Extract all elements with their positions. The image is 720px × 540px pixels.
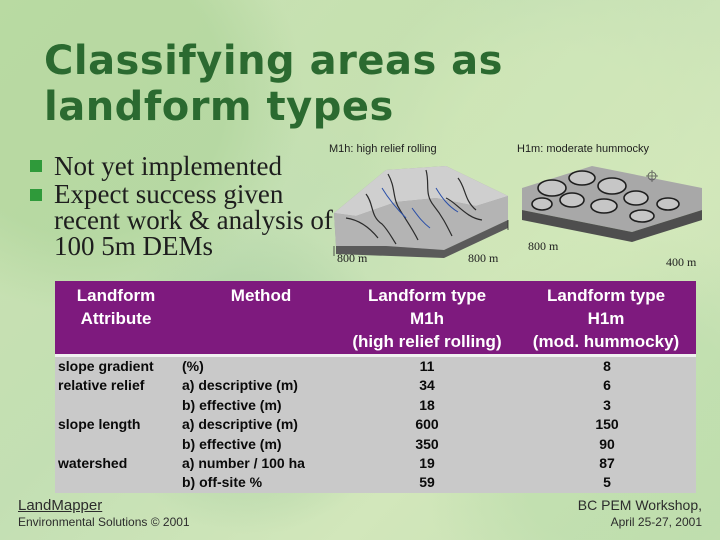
footer-brand: LandMapper: [18, 497, 103, 514]
table-header: [55, 281, 696, 354]
table-cell: [58, 396, 154, 415]
header-h1m: Landform type H1m (mod. hummocky): [532, 286, 680, 351]
header-landform-attribute: Landform Attribute: [76, 286, 156, 328]
table-cell: slope length: [58, 416, 141, 433]
table-cell: b) effective (m): [182, 396, 282, 413]
table-cell: 87: [599, 455, 615, 472]
table-cell: b) off-site %: [182, 474, 263, 491]
table-cell: 3: [603, 396, 611, 413]
dim-label: 400 m: [666, 255, 697, 269]
method-column: [182, 357, 305, 493]
table-cell: 18: [419, 396, 435, 413]
bullet-text: Not yet implemented: [54, 151, 282, 181]
table-cell: slope gradient: [58, 358, 154, 374]
table-cell: 59: [419, 474, 435, 491]
table-cell: [58, 473, 154, 492]
bullet-item: [30, 152, 333, 181]
title-line-1: Classifying areas as: [44, 38, 503, 84]
table-cell: (%): [182, 358, 204, 374]
table-cell: 90: [599, 435, 615, 452]
dem-label-m1h: M1h: high relief rolling: [329, 143, 437, 155]
square-bullet-icon: [30, 160, 42, 172]
table-cell: b) effective (m): [182, 435, 282, 452]
table-cell: 350: [415, 435, 439, 452]
landform-table: [55, 281, 696, 490]
table-cell: a) descriptive (m): [182, 416, 298, 433]
table-cell: 11: [419, 358, 435, 374]
dem-label-h1m: H1m: moderate hummocky: [517, 143, 650, 155]
title-line-2: landform types: [44, 84, 394, 130]
table-cell: a) descriptive (m): [182, 377, 298, 394]
table-cell: [58, 435, 154, 454]
header-method: Method: [230, 286, 292, 305]
table-cell: 600: [415, 416, 439, 433]
dim-label: 800 m: [468, 251, 499, 265]
square-bullet-icon: [30, 189, 42, 201]
attribute-column: [58, 357, 154, 493]
footer-event: BC PEM Workshop,: [577, 497, 702, 513]
table-cell: 6: [603, 377, 611, 394]
table-cell: 5: [603, 474, 611, 491]
slide-title: [44, 38, 504, 130]
bullet-text: Expect success given: [54, 179, 284, 209]
footer-copyright: Environmental Solutions © 2001: [18, 515, 190, 529]
table-cell: a) number / 100 ha: [182, 455, 305, 472]
m1h-column: [395, 357, 459, 493]
table-cell: 34: [419, 377, 435, 394]
bullet-text: recent work & analysis of: [54, 205, 333, 235]
table-cell: 8: [603, 358, 611, 374]
dim-label: 800 m: [528, 239, 559, 253]
bullet-text: 100 5m DEMs: [54, 231, 214, 261]
bullet-item: [30, 181, 333, 259]
header-m1h: Landform type M1h (high relief rolling): [352, 286, 502, 351]
table-cell: 150: [595, 416, 619, 433]
table-cell: relative relief: [58, 377, 145, 394]
dim-label: 800 m: [337, 251, 368, 265]
bullet-list: [30, 152, 333, 259]
h1m-column: [575, 357, 639, 493]
table-cell: watershed: [58, 455, 128, 472]
footer-date: April 25-27, 2001: [610, 515, 702, 529]
table-cell: 19: [419, 455, 435, 472]
table-body: [55, 354, 696, 493]
